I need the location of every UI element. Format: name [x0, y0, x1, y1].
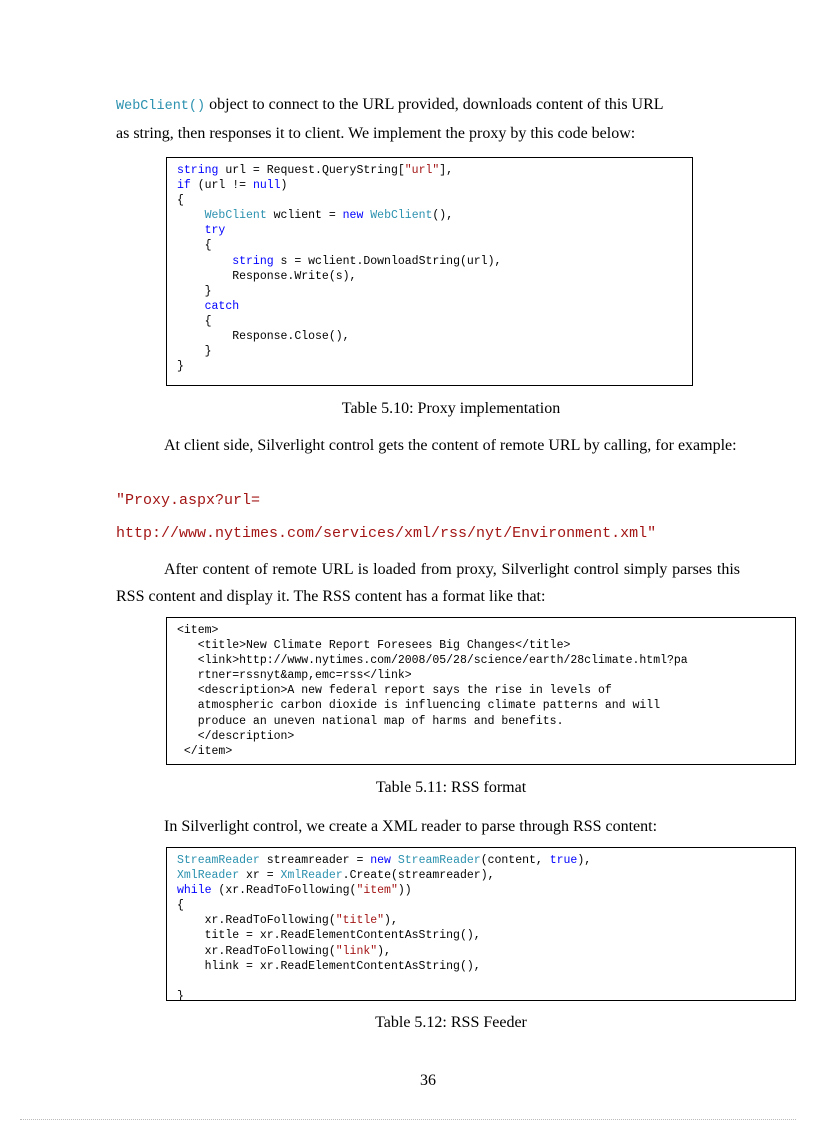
url-line-1: "Proxy.aspx?url=: [116, 492, 261, 509]
code-block-proxy: string url = Request.QueryString["url"], if (url != null) { WebClient wclient = new WebClient(), try { string s = wclient.DownloadString(url), Response.Write(s), } catch { Response.Close(), } }: [166, 157, 693, 386]
client-side-paragraph: At client side, Silverlight control gets the content of remote URL by calling, for example:: [164, 437, 737, 454]
intro-line1: object to connect to the URL provided, downloads content of this URL: [205, 96, 664, 113]
caption-table-5-12: Table 5.12: RSS Feeder: [375, 1014, 527, 1031]
caption-table-5-10: Table 5.10: Proxy implementation: [341, 400, 561, 417]
code-block-rss-format: <item> <title>New Climate Report Foresees Big Changes</title> <link>http://www.nytimes.com/2008/05/28/science/earth/28climate.html?pa rtner=rssnyt&amp,emc=rss</link> <description>A new federal report says the rise in levels of atmospheric carbon dioxide is influencing climate patterns and will produce an uneven national map of harms and benefits. </description> </item>: [166, 617, 796, 765]
page-bottom-rule: [20, 1119, 796, 1120]
inline-code-webclient: WebClient(): [116, 99, 206, 114]
caption-table-5-11: Table 5.11: RSS format: [375, 779, 527, 796]
xml-reader-paragraph: In Silverlight control, we create a XML reader to parse through RSS content:: [164, 818, 658, 835]
intro-paragraph: [116, 91, 740, 147]
page-number: 36: [420, 1072, 436, 1089]
rss-intro-paragraph: After content of remote URL is loaded from proxy, Silverlight control simply parses this RSS content and display it. The RSS content has a format like that:: [116, 561, 740, 605]
url-line-2: http://www.nytimes.com/services/xml/rss/nyt/Environment.xml": [116, 525, 657, 542]
intro-line2: as string, then responses it to client. We implement the proxy by this code below:: [116, 125, 636, 142]
code-block-rss-feeder: StreamReader streamreader = new StreamReader(content, true), XmlReader xr = XmlReader.Create(streamreader), while (xr.ReadToFollowing("item")) { xr.ReadToFollowing("title"), title = xr.ReadElementContentAsString(), xr.ReadToFollowing("link"), hlink = xr.ReadElementContentAsString(), }: [166, 847, 796, 1001]
